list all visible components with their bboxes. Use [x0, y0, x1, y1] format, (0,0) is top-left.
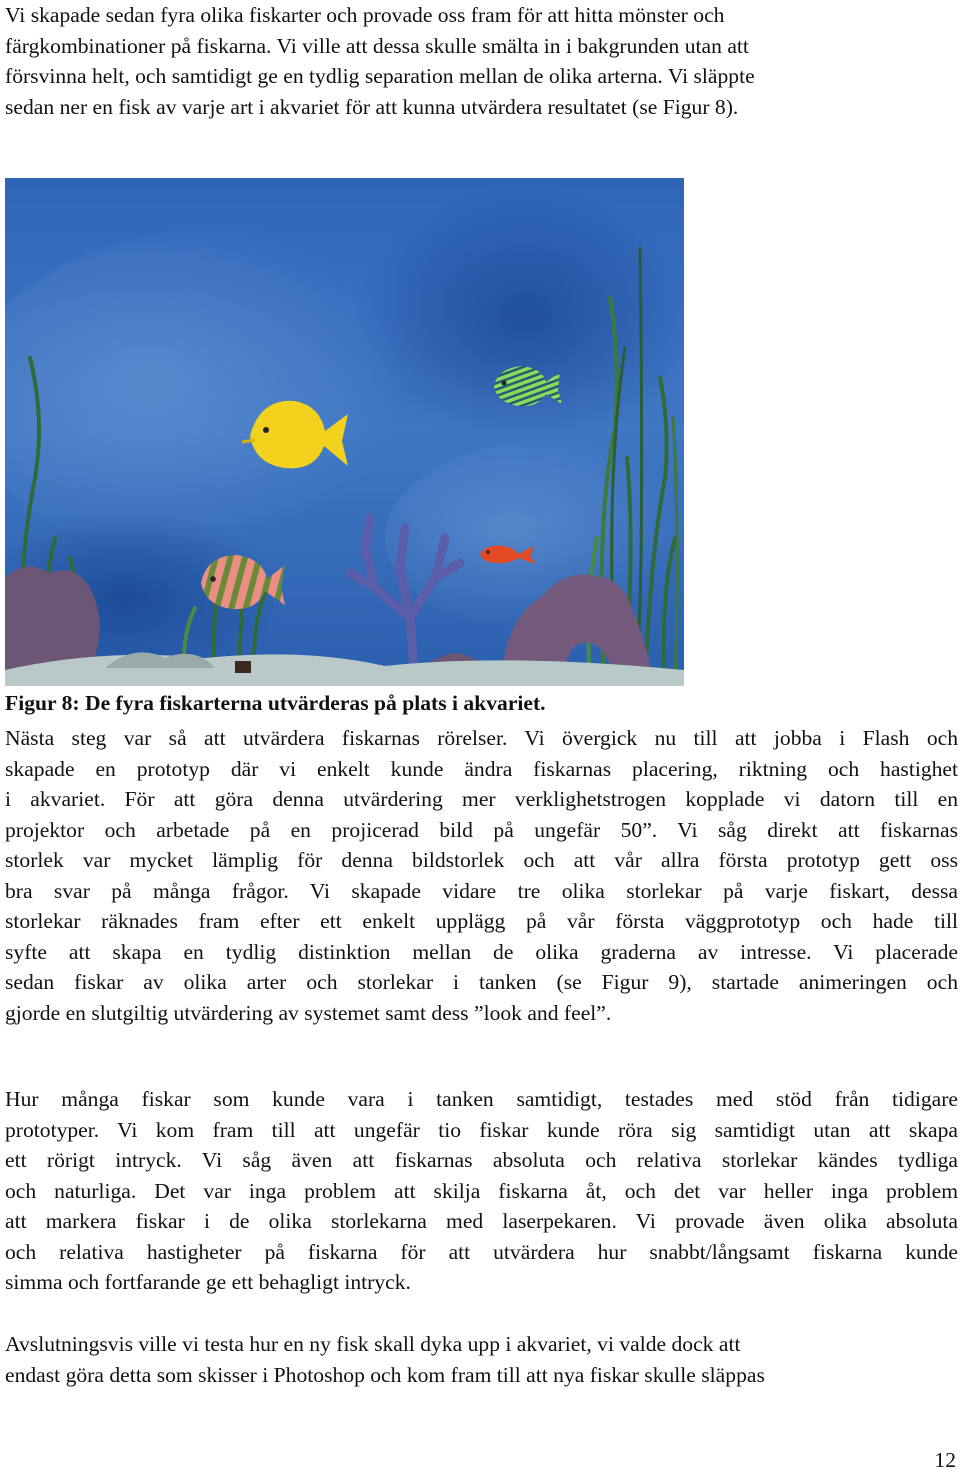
paragraph-2 — [5, 723, 958, 1028]
text-line: projektor och arbetade på en projicerad bild på ungefär 50”. Vi såg direkt att fiskarnas — [5, 817, 958, 842]
text-line: Vi skapade sedan fyra olika fiskarter och provade oss fram för att hitta mönster och — [5, 3, 725, 27]
figure-caption: Figur 8: De fyra fiskarterna utvärderas på plats i akvariet. — [5, 691, 546, 715]
text-line: skapade en prototyp där vi enkelt kunde ändra fiskarnas placering, riktning och hastighet — [5, 756, 958, 781]
text-line: Nästa steg var så att utvärdera fiskarnas rörelser. Vi övergick nu till att jobba i Flash och — [5, 726, 958, 750]
paragraph-3 — [5, 1084, 958, 1298]
text-line: Avslutningsvis ville vi testa hur en ny fisk skall dyka upp i akvariet, vi valde dock att — [5, 1332, 741, 1356]
text-line: försvinna helt, och samtidigt ge en tydlig separation mellan de olika arterna. Vi släppte — [5, 64, 755, 88]
aquarium-illustration — [5, 178, 684, 686]
text-line: sedan fiskar av olika arter och storlekar i tanken (se Figur 9), startade animeringen och — [5, 970, 958, 994]
text-line: Hur många fiskar som kunde vara i tanken samtidigt, testades med stöd från tidigare — [5, 1087, 958, 1111]
text-line: prototyper. Vi kom fram till att ungefär tio fiskar kunde röra sig samtidigt utan att skapa — [5, 1117, 958, 1142]
page-number: 12 — [934, 1448, 956, 1472]
text-line: i akvariet. För att göra denna utvärdering mer verklighetstrogen kopplade vi datorn till en — [5, 787, 958, 811]
text-line: endast göra detta som skisser i Photoshop och kom fram till att nya fiskar skulle släppas — [5, 1362, 765, 1387]
paragraph-4 — [5, 1329, 958, 1390]
text-line: syfte att skapa en tydlig distinktion mellan de olika graderna av intresse. Vi placerade — [5, 939, 958, 964]
aquarium-figure — [5, 178, 684, 686]
text-line: bra svar på många frågor. Vi skapade vidare tre olika storlekar på varje fiskart, dessa — [5, 878, 958, 903]
text-line: gjorde en slutgiltig utvärdering av systemet samt dess ”look and feel”. — [5, 1000, 612, 1025]
text-line: och naturliga. Det var inga problem att skilja fiskarna åt, och det var heller inga problem — [5, 1178, 958, 1203]
text-line: sedan ner en fisk av varje art i akvariet för att kunna utvärdera resultatet (se Figur 8). — [5, 94, 739, 119]
text-line: storlek var mycket lämplig för denna bildstorlek och att vår allra första prototyp gett oss — [5, 848, 958, 872]
text-line: färgkombinationer på fiskarna. Vi ville att dessa skulle smälta in i bakgrunden utan att — [5, 33, 749, 58]
treasure-chest — [235, 661, 251, 673]
text-line: simma och fortfarande ge ett behagligt intryck. — [5, 1270, 411, 1294]
paragraph-1 — [5, 0, 958, 122]
text-line: och relativa hastigheter på fiskarna för att utvärdera hur snabbt/långsamt fiskarna kunde — [5, 1239, 958, 1264]
text-line: ett rörigt intryck. Vi såg även att fiskarnas absoluta och relativa storlekar kändes tydliga — [5, 1148, 958, 1172]
text-line: att markera fiskar i de olika storlekarna med laserpekaren. Vi provade även olika absoluta — [5, 1209, 958, 1233]
text-line: storlekar räknades fram efter ett enkelt upplägg på vår första väggprototyp och hade till — [5, 909, 958, 933]
